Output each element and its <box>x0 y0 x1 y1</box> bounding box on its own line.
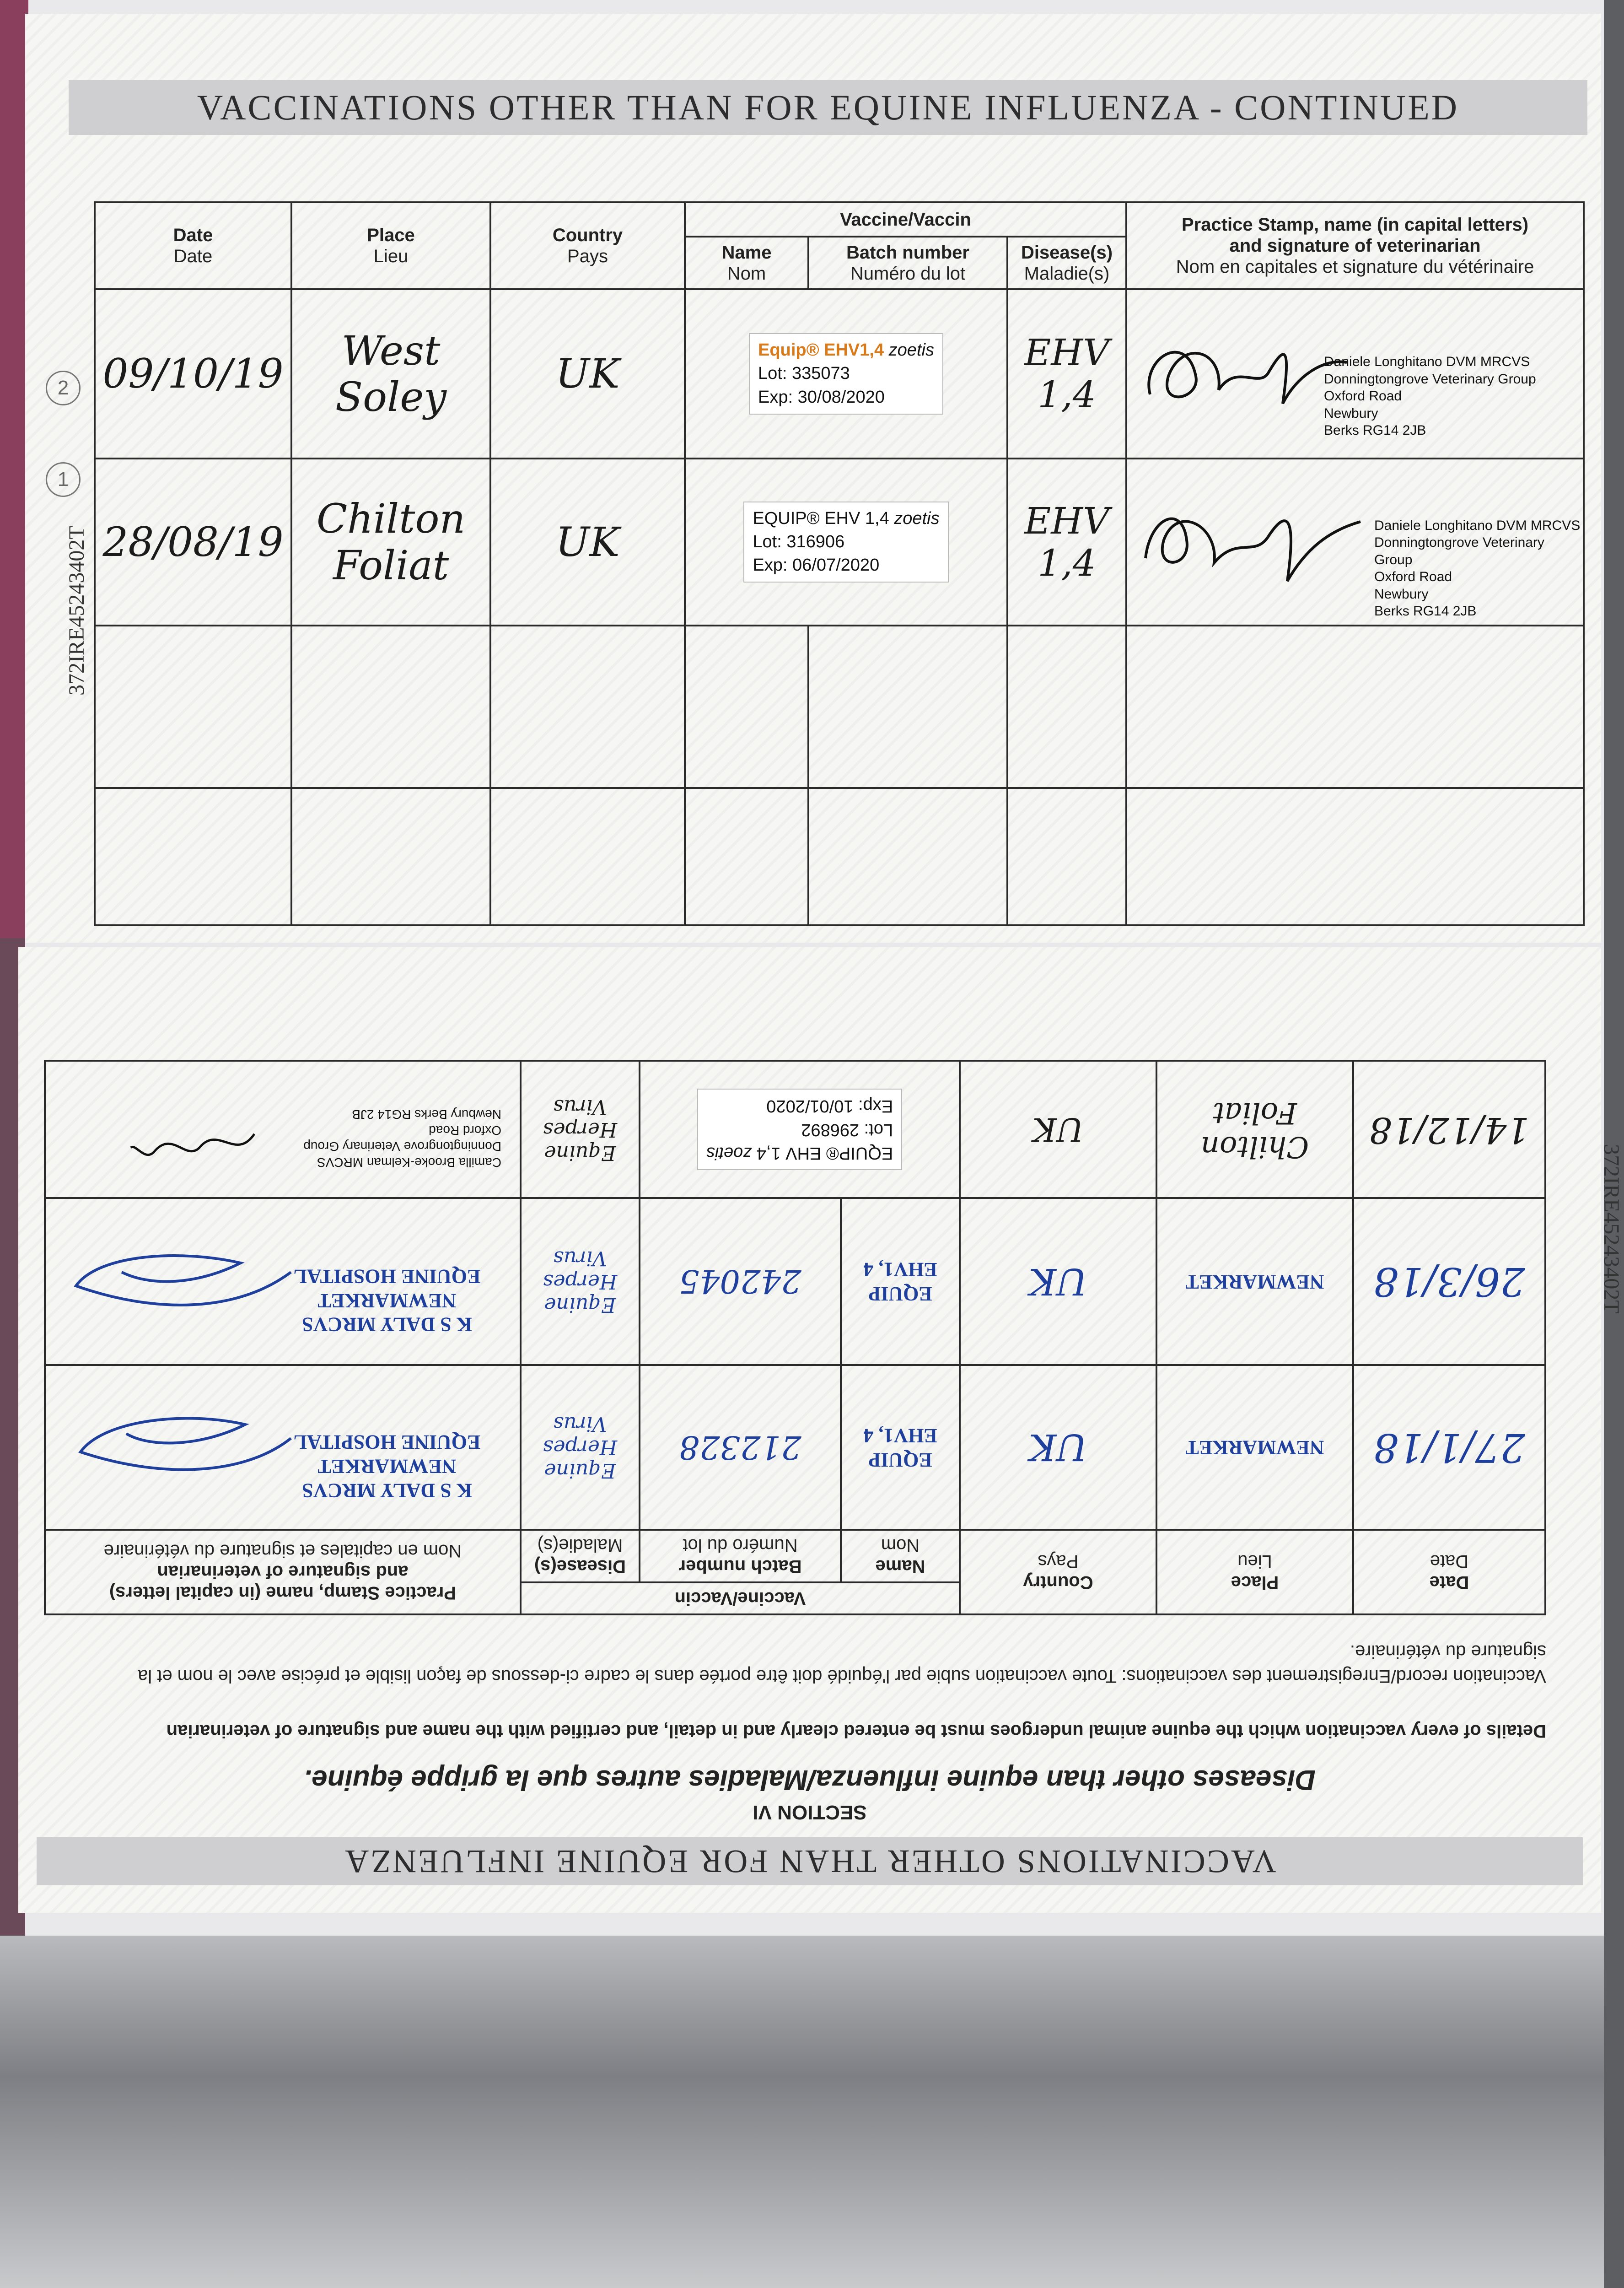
instructions-english: Details of every vaccination which the equine animal undergoes must be entered clearly and in detail, and certified with the name and signature of veterinarian <box>166 1721 1546 1741</box>
practice-stamp-cell <box>1126 289 1584 459</box>
header-name: Name Nom <box>841 1530 960 1582</box>
bottom-vaccination-table <box>44 1060 1546 1615</box>
expiry-date: 30/08/2020 <box>797 387 885 407</box>
veterinarian-signature <box>62 1392 300 1493</box>
circled-mark-1: 1 <box>46 462 81 497</box>
header-date: Date Date <box>1353 1530 1545 1614</box>
row-vaccine-name: EQUIP EHV1, 4 <box>841 1365 960 1530</box>
row-batch: 242045 <box>640 1198 841 1365</box>
row-vaccine-name: EQUIP EHV1, 4 <box>841 1198 960 1365</box>
row-disease: Equine Herpes Virus <box>521 1061 640 1198</box>
header-country: Country Pays <box>960 1530 1156 1614</box>
section-title: Diseases other than equine influenza/Maladies autres que la grippe équine. <box>304 1764 1316 1796</box>
vet-stamp: Camilla Brooke-Kelman MRCVS Donningtongrove Veterinary Group Oxford Road Newbury Berks RG14 2JB <box>303 1107 501 1170</box>
row-country: UK <box>960 1365 1156 1530</box>
vaccine-sticker: EQUIP® EHV 1,4 zoetis Lot: 296892 Exp: 10/01/2020 <box>697 1089 902 1170</box>
vet-stamp: Daniele Longhitano DVM MRCVS Donningtongrove Veterinary Group Oxford Road Newbury Berks RG14 2JB <box>1324 354 1536 438</box>
table-row-empty <box>95 626 1584 788</box>
vaccine-sticker-cell <box>640 1061 960 1198</box>
row-disease: EHV 1,4 <box>1007 289 1126 459</box>
header-batch: Batch number Numéro du lot <box>808 237 1007 289</box>
scanner-bed <box>0 1936 1604 2288</box>
row-country: UK <box>490 289 685 459</box>
vaccine-sticker: EQUIP® EHV 1,4 zoetis Lot: 316906 Exp: 06/07/2020 <box>743 502 948 583</box>
header-country: Country Pays <box>490 202 685 289</box>
table-row <box>45 1061 1545 1198</box>
batch-number: 296892 <box>801 1120 860 1139</box>
cover-edge <box>0 0 28 938</box>
vaccine-sticker: Equip® EHV1,4 zoetis Lot: 335073 Exp: 30/08/2020 <box>749 333 943 415</box>
row-date: 27/1/18 <box>1353 1365 1545 1530</box>
row-place: West Soley <box>291 289 490 459</box>
row-date: 26/3/18 <box>1353 1198 1545 1365</box>
header-practice-stamp: Practice Stamp, name (in capital letters) and signature of veterinarian Nom en capitales et signature du vétérinaire <box>45 1530 521 1614</box>
vet-stamp: K S DALY MRCVS NEWMARKET EQUINE HOSPITAL <box>293 1265 481 1336</box>
vet-stamp: Daniele Longhitano DVM MRCVS Donningtongrove Veterinary Group Oxford Road Newbury Berks RG14 2JB <box>1374 518 1581 619</box>
row-country: UK <box>960 1198 1156 1365</box>
header-vaccine: Vaccine/Vaccin <box>685 202 1126 237</box>
row-place: Chilton Foliat <box>1156 1061 1353 1198</box>
top-page-banner: VACCINATIONS OTHER THAN FOR EQUINE INFLUENZA - CONTINUED <box>69 80 1587 135</box>
top-vaccination-table <box>94 201 1585 926</box>
row-place: NEWMARKET <box>1156 1198 1353 1365</box>
batch-number: 316906 <box>786 532 845 551</box>
table-row <box>45 1198 1545 1365</box>
header-date: Date Date <box>95 202 291 289</box>
row-place: NEWMARKET <box>1156 1365 1353 1530</box>
row-country: UK <box>960 1061 1156 1198</box>
vaccine-sticker-cell <box>685 289 1007 459</box>
header-vaccine: Vaccine/Vaccin <box>521 1582 960 1614</box>
header-batch: Batch number Numéro du lot <box>640 1530 841 1582</box>
header-practice-stamp: Practice Stamp, name (in capital letters) and signature of veterinarian Nom en capitales et signature du vétérinaire <box>1126 202 1584 289</box>
row-place: Chilton Foliat <box>291 459 490 626</box>
vaccine-sticker-cell <box>685 459 1007 626</box>
table-row-empty <box>95 788 1584 925</box>
header-place: Place Lieu <box>1156 1530 1353 1614</box>
practice-stamp-cell <box>45 1061 521 1198</box>
table-row <box>95 289 1584 459</box>
vet-stamp: K S DALY MRCVS NEWMARKET EQUINE HOSPITAL <box>293 1431 481 1502</box>
row-date: 09/10/19 <box>95 289 291 459</box>
row-disease: EHV 1,4 <box>1007 459 1126 626</box>
row-date: 14/12/18 <box>1353 1061 1545 1198</box>
header-place: Place Lieu <box>291 202 490 289</box>
practice-stamp-cell <box>1126 459 1584 626</box>
header-name: Name Nom <box>685 237 808 289</box>
bottom-page-banner: VACCINATIONS OTHER THAN FOR EQUINE INFLUENZA <box>37 1837 1583 1885</box>
row-country: UK <box>490 459 685 626</box>
veterinarian-signature <box>1132 490 1370 595</box>
expiry-date: 10/01/2020 <box>766 1096 854 1116</box>
circled-mark-2: 2 <box>46 371 81 405</box>
header-disease: Disease(s) Maladie(s) <box>1007 237 1126 289</box>
row-disease: Equine Herpes Virus <box>521 1365 640 1530</box>
practice-stamp-cell <box>45 1365 521 1530</box>
section-number: SECTION VI <box>753 1801 867 1824</box>
instructions-french: Vaccination record/Enregistrement des vaccinations: Toute vaccination subie par l'équidé doit être portée dans le cadre ci-dessous de façon lisible et précise avec le nom et la signature du vétérinaire. <box>137 1641 1546 1686</box>
passport-serial-number: 372IRE45243402T <box>1599 1144 1624 1314</box>
row-disease: Equine Herpes Virus <box>521 1198 640 1365</box>
bottom-page-rotated <box>18 947 1624 1913</box>
expiry-date: 06/07/2020 <box>792 556 880 575</box>
row-date: 28/08/19 <box>95 459 291 626</box>
veterinarian-signature <box>62 1231 300 1332</box>
table-row <box>95 459 1584 626</box>
practice-stamp-cell <box>45 1198 521 1365</box>
veterinarian-signature <box>126 1116 263 1171</box>
row-batch: 212328 <box>640 1365 841 1530</box>
table-row <box>45 1365 1545 1530</box>
batch-number: 335073 <box>792 364 850 383</box>
passport-serial-number: 372IRE45243402T <box>65 526 89 696</box>
header-disease: Disease(s) Maladie(s) <box>521 1530 640 1582</box>
